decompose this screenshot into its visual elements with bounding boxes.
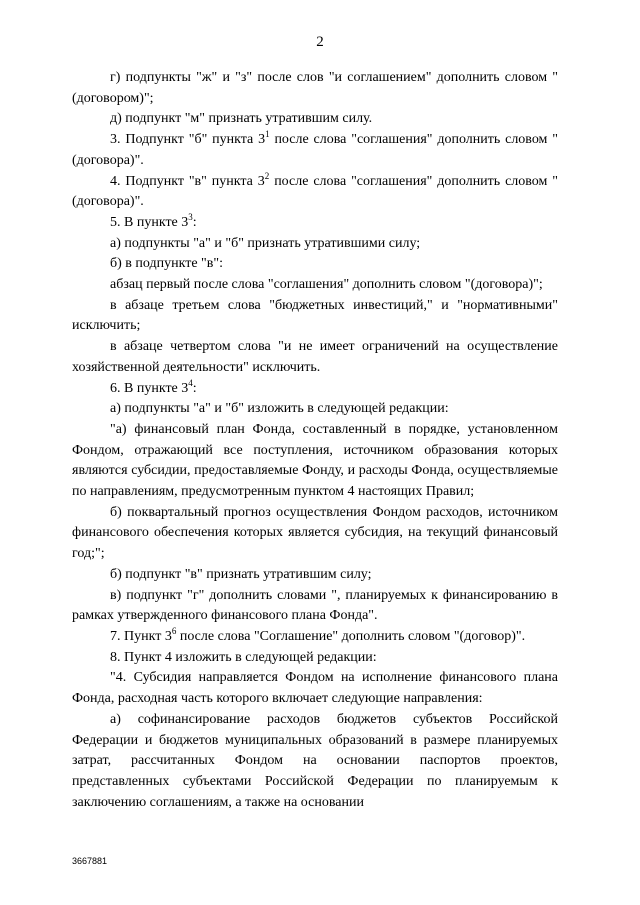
paragraph: д) подпункт "м" признать утратившим силу. — [110, 111, 373, 127]
superscript: 2 — [264, 170, 270, 181]
paragraph: б) в подпункте "в": — [110, 256, 223, 272]
paragraph: в абзаце четвертом слова "и не имеет ограничений на осуществление хозяйственной деятельности" исключить. — [72, 339, 558, 375]
paragraph: "а) финансовый план Фонда, составленный в порядке, установленном Фондом, отражающий все поступления, источником образования которых являются субсидии, предоставляемые Фонду, и расходы Фонда, осуществляемые по направлениям, предусмотренным пунктом 4 настоящих Правил; — [72, 421, 558, 500]
paragraph: абзац первый после слова "соглашения" дополнить словом "(договора)"; — [110, 277, 543, 293]
paragraph: 6. В пункте $3^4$: — [110, 377, 197, 396]
paragraph: г) подпункты "ж" и "з" после слов "и соглашением" дополнить словом "(договором)"; — [72, 70, 558, 106]
paragraph: 5. В пункте $3^3$: — [110, 211, 197, 230]
paragraph: б) поквартальный прогноз осуществления Фондом расходов, источником финансового обеспечения которых является субсидия, на текущий финансовый год;"; — [72, 504, 558, 562]
paragraph: "4. Субсидия направляется Фондом на исполнение финансового плана Фонда, расходная часть которого включает следующие направления: — [72, 670, 558, 707]
paragraph: б) подпункт "в" признать утратившим силу; — [110, 566, 372, 582]
paragraph: 7. Пункт $3^6$ после слова "Соглашение" дополнить словом "(договор)". — [110, 625, 526, 644]
superscript: 3 — [188, 211, 193, 222]
paragraph: а) подпункты "а" и "б" изложить в следующей редакции: — [110, 401, 449, 417]
superscript: 6 — [171, 625, 177, 636]
page-number: 2 — [316, 34, 324, 50]
superscript: 4 — [188, 377, 193, 388]
document-body — [72, 68, 558, 813]
paragraph: а) подпункты "а" и "б" признать утратившими силу; — [110, 235, 421, 251]
document-code: 3667881 — [72, 856, 108, 866]
paragraph: 3. Подпункт "б" пункта $3^1$ после слова "соглашения" дополнить словом "(договора)". — [72, 129, 558, 168]
paragraph: 4. Подпункт "в" пункта $3^2$ после слова "соглашения" дополнить словом "(договора)". — [72, 170, 558, 210]
paragraph: в абзаце третьем слова "бюджетных инвестиций," и "нормативными" исключить; — [72, 297, 558, 334]
paragraph: а) софинансирование расходов бюджетов субъектов Российской Федерации и бюджетов муниципальных образований в размере планируемых затрат, рассчитанных Фондом на основании паспортов проектов, представленных субъектами Российской Федерации по планируемым к заключению соглашениям, а также на основании — [72, 711, 558, 810]
superscript: 1 — [265, 129, 270, 140]
paragraph: в) подпункт "г" дополнить словами ", планируемых к финансированию в рамках утвержденного финансового плана Фонда". — [72, 587, 558, 624]
paragraph: 8. Пункт 4 изложить в следующей редакции: — [110, 649, 377, 665]
